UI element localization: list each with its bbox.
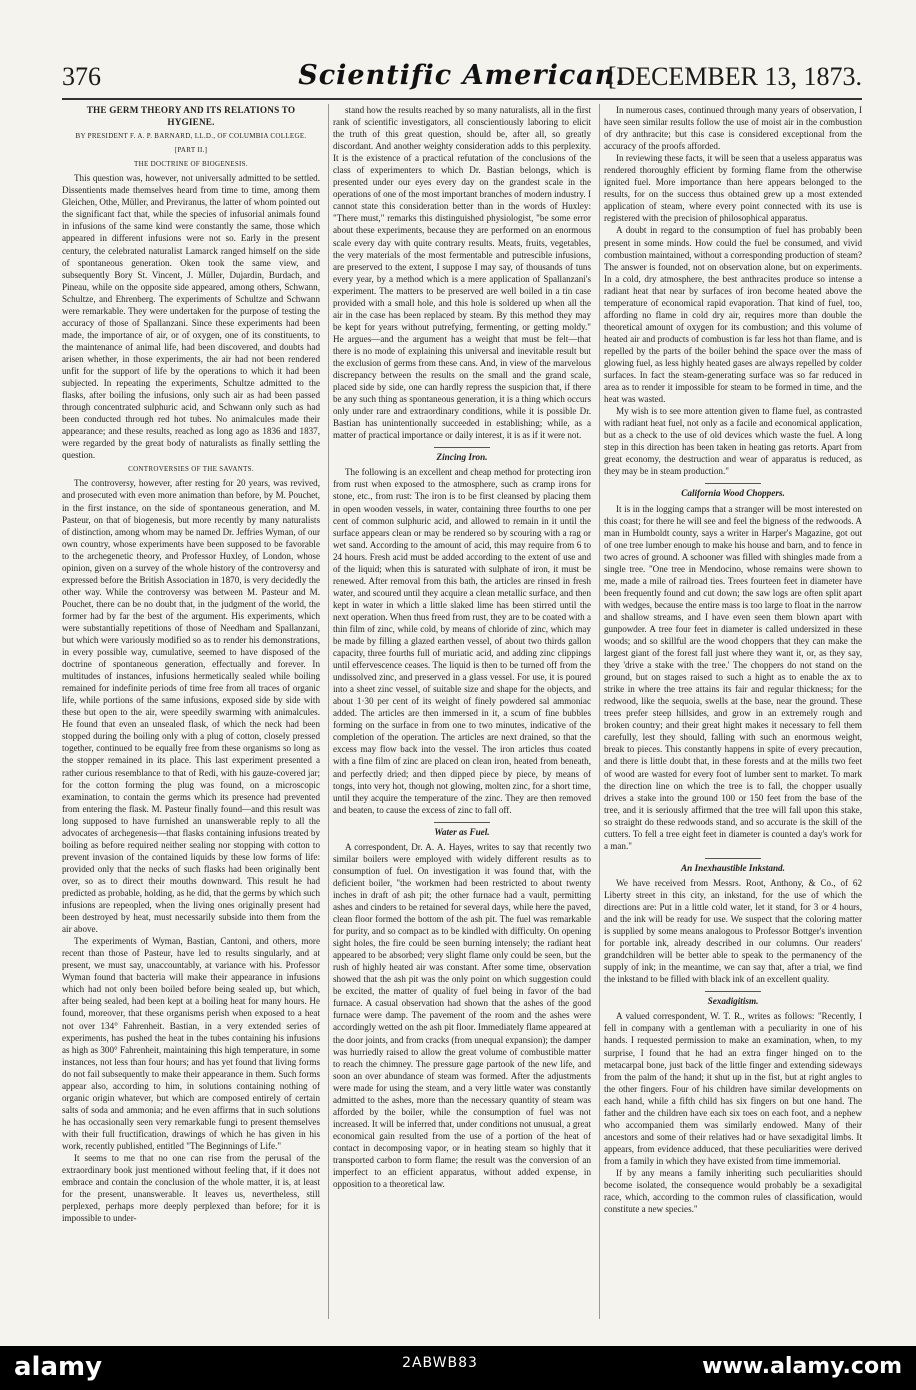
page-header (62, 62, 862, 96)
section-title-zincing-iron: Zincing Iron. (436, 452, 488, 463)
subhead-biogenesis: THE DOCTRINE OF BIOGENESIS. (134, 160, 248, 169)
header-rule (62, 98, 862, 100)
paragraph: It seems to me that no one can rise from the perusal of the extraordinary book just mentioned without feeling that, if it does not embrace and contain the conclusion of the whole matter, it is, at least for the present, unanswerable. It leaves us, nevertheless, still perplexed, perhaps more deeply perplexed than before; for it is impossible to under- (62, 1153, 320, 1224)
article-title: THE GERM THEORY AND ITS RELATIONS TO HYGIENE. (86, 105, 296, 128)
section-divider (434, 447, 490, 448)
article-part: [PART II.] (174, 146, 208, 155)
section-title-sexadigitism: Sexadigitism. (707, 996, 759, 1007)
column-1 (62, 104, 320, 1319)
paragraph: The following is an excellent and cheap method for protecting iron from rust when exposed to the atmosphere, such as cramp irons for stone, etc., from rust: The iron is to be first cleansed by placing them in open wooden vessels, in water, containing three fourths to one per cent of common sulphuric acid, and allowed to remain in it until the surface appears clean or may be rendered so by scouring with a rag or wet sand. According to the amount of acid, this may require from 6 to 24 hours. Fresh acid must be added according to the extent of use and of the liquid; when this is saturated with sulphate of iron, it must be renewed. After removal from this bath, the articles are rinsed in fresh water, and scoured until they acquire a clean metallic surface, and then kept in water in which a little slaked lime has been stirred until the next operation. When thus freed from rust, they are to be coated with a thin film of zinc, while cold, by means of chloride of zinc, which may be made by filling a glazed earthen vessel, of about two thirds gallon capacity, three fourths full of muriatic acid, and adding zinc clippings until effervescence ceases. The liquid is then to be turned off from the undissolved zinc, and preserved in a glass vessel. For use, it is poured into a sheet zinc vessel, of suitable size and shape for the objects, and about 1·30 per cent of its weight of finely powdered sal ammoniac added. The articles are then immersed in it, a scum of fine bubbles forming on the surface in from one to two minutes, indicative of the completion of the operation. The articles are next drained, so that the excess may flow back into the vessel. The iron articles thus coated with a fine film of zinc are placed on clean iron, heated from beneath, and perfectly dried; and then dipped piece by piece, by means of tongs, into very hot, though not glowing, molten zinc, for a short time, until they acquire the temperature of the zinc. They are then removed and beaten, to cause the excess of zinc to fall off. (333, 467, 591, 815)
paragraph: The controversy, however, after resting for 20 years, was revived, and prosecuted with even more animation than before, by M. Pouchet, in the first instance, on the side of spontaneous generation, and M. Pasteur, on that of biogenesis, but more recently by many naturalists of distinction, among whom may be named Dr. Jeffries Wyman, of our own country, whose experiments have been supposed to be favorable to the archegenetic theory, and Professor Huxley, of London, whose opinion, given on a survey of the whole history of the controversy and expressed before the British Association in 1870, is very decidedly the other way. While the controversy was between M. Pasteur and M. Pouchet, there can be no doubt that, in the judgment of the world, the former had by far the best of the argument. His experiments, which were substantially repetitions of those of Needham and Spallanzani, but which were variously modified so as to render his demonstrations, in every possible way, cumulative, seemed to have disposed of the doctrine of spontaneous generation, effectually and forever. In multitudes of instances, infusions hermetically sealed while boiling remained for indefinite periods of time free from all traces of organic life, while portions of the same infusions, exposed side by side with these but open to the air, were speedily swarming with animalcules. He found that even an unsealed flask, of which the neck had been stopped during the boiling only with a plug of cotton, closely pressed together, continued to be equally free from these organisms so long as the stopper remained in its place. This last experiment presented a rather curious resemblance to that of Redi, with his gauze-covered jar; for the cotton forming the plug was found, on a microscopic examination, to contain the germs which its presence had prevented from entering the flask. M. Pasteur finally found—and this result was long supposed to have furnished an unanswerable reply to all the advocates of archegenesis—that flasks containing infusions treated by boiling as before required neither sealing nor stopping with cotton to prevent invasion of the contained liquids by these low forms of life: provided only that the necks of such flasks had been originally bent over, so as to direct their mouths downward. This result he had predicted as probable, holding, as he did, that the germs by which such infusions are repeopled, when the living ones originally present had been destroyed by heat, must necessarily subside into them from the air above. (62, 478, 320, 935)
paragraph: If by any means a family inheriting such peculiarities should become isolated, the consequence would probably be a sexadigital race, which, according to the common rules of classification, would constitute a new species." (604, 1167, 862, 1215)
watermark-image-id: 2ABWB83 (402, 1355, 478, 1371)
page-number: 376 (62, 62, 101, 91)
watermark-url: www.alamy.com (702, 1354, 902, 1379)
section-divider (705, 991, 761, 992)
section-title-wood-choppers: California Wood Choppers. (681, 488, 785, 499)
paragraph: In reviewing these facts, it will be seen that a useless apparatus was rendered thoroughly efficient by forming flame from the otherwise ignited fuel. More importance than here appears belonged to the results, for on the success thus obtained grew up a most extended application of steam, where every point connected with its use is registered with the precision of philosophical apparatus. (604, 153, 862, 224)
paragraph: The experiments of Wyman, Bastian, Cantoni, and others, more recent than those of Pasteur, have led to results singularly, and at present, we must say, unaccountably, at variance with his. Professor Wyman found that bacteria will make their appearance in infusions which had not only been boiled before being sealed up, but which, after being sealed, had been kept at a boiling heat for many hours. He found, moreover, that these organisms perish when exposed to a heat not over 134° Fahrenheit. Bastian, in a very extended series of experiments, has pushed the heat in the tubes containing his infusions as high as 300° Fahrenheit, maintaining this high temperature, in some instances, not less than four hours; and has yet found that living forms do not fail subsequently to make their appearance in them. Such forms appear also, according to him, in solutions containing nothing of organic origin whatever, but which are composed entirely of certain salts of soda and ammonia; and he even affirms that in such solutions he has occasionally seen very remarkable fungi to present themselves with their full fructification, drawings of which he has given in his work, recently published, entitled "The Beginnings of Life." (62, 936, 320, 1151)
watermark-bar (0, 1346, 916, 1390)
watermark-brand: alamy (14, 1352, 103, 1382)
section-title-water-as-fuel: Water as Fuel. (434, 826, 490, 837)
paragraph: It is in the logging camps that a stranger will be most interested on this coast; for there he will see and feel the bigness of the redwoods. A man in Humboldt county, says a writer in Harper's Magazine, got out of one tree lumber enough to make his house and barn, and to fence in two acres of ground. A schooner was filled with shingles made from a single tree. "One tree in Mendocino, whose remains were shown to me, made a mile of railroad ties. Trees fourteen feet in diameter have been frequently found and cut down; the saw logs are often split apart with wedges, because the entire mass is too large to float in the narrow and shallow streams, and I have even seen them blown apart with gunpowder. A tree four feet in diameter is called undersized in these woods; and so skillful are the wood choppers that they can make the largest giant of the forest fall just where they want it, or, as they say, they 'drive a stake with the tree.' The choppers do not stand on the ground, but on stages raised to such a hight as to enable the ax to strike in where the tree attains its fair and regular thickness; for the redwood, like the sequoia, swells at the base, near the ground. These trees prefer steep hillsides, and grow in an extremely rough and broken country; and their great hight makes it necessary to fell them carefully, lest they should, falling with such an enormous weight, break to pieces. This constantly happens in spite of every precaution, and there is little doubt that, in these forests and at the mills two feet of wood are wasted for every foot of lumber sent to market. To mark the direction line on which the tree is to fall, the chopper usually drives a stake into the ground 100 or 150 feet from the base of the tree, and it is seriously affirmed that the tree will fall upon this stake, so straight do these redwoods stand, and so accurate is the skill of the cutters. To fell a tree eight feet in diameter is counted a day's work for a man." (604, 503, 862, 851)
paragraph: A correspondent, Dr. A. A. Hayes, writes to say that recently two similar boilers were employed with widely different results as to consumption of fuel. On investigation it was found that, with the deficient boiler, "the workmen had been restricted to about twenty inches in draft of ash pit; the other furnace had a vault, permitting ashes and cinders to be retained for several days, while here the paved, clean floor formed the bottom of the ash pit. The fuel was remarkable for purity, and so compact as to be kindled with difficulty. On opening sight holes, the fire could be seen burning intensely; the radiant heat appeared to be absorbed; very slight flame only could be seen, but the rush of highly heated air was constant. After some time, observation showed that the ash pit was the only point on which suggestion could be excited, the matter of quality of fuel being in favor of the bad furnace. A casual observation had shown that the ashes of the good furnace were damp. The pavement of the room and the ashes were accordingly wetted on the ash pit floor. Immediately flame appeared at the door joints, and from cracks (from unequal expansion); the damper was hurriedly raised to allow the great volume of combustible matter to reach the chimney. The pressure gage partook of the new life, and soon an over abundance of steam was formed. After the adjustments were made for using the steam, and a very little water was constantly admitted to the ashes, more than the necessary quantity of steam was afforded by the boiler, while the consumption of fuel was not increased. It will be inferred that, under conditions not unusual, a great economical gain resulted from the use of a portion of the heat of contact in decomposing vapor, or in heating steam so highly that it transported carbon to form flame; the result was the conversion of an imperfect to an efficient apparatus, without added expense, in opposition to a theoretical law. (333, 841, 591, 1190)
paragraph: A doubt in regard to the consumption of fuel has probably been present in some minds. How could the fuel be consumed, and vivid combustion maintained, without a corresponding production of steam? The answer is founded, not on observation alone, but on experiments. In a cold, dry atmosphere, the best anthracites produce so intense a radiant heat that near by surfaces of iron become heated above the temperature of economical rapid evaporation. That kind of fuel, too, affording no flame in cold dry air, requires more than double the theoretical amount of oxygen for its combustion; and this volume of heated air and products of combustion is far less hot than flame, and is repelled by the parts of the boiler behind the space over the mass of glowing fuel, as less highly heated gases are always repelled by colder surfaces. In fact the steam-generating surface was so far reduced in area as to render it impossible for steam to be formed in time, and the heat was wasted. (604, 225, 862, 405)
paragraph: In numerous cases, continued through many years of observation, I have seen similar results follow the use of moist air in the combustion of dry anthracite; but this case is considered exceptional from the accuracy of the proofs afforded. (604, 105, 862, 152)
paragraph: A valued correspondent, W. T. R., writes as follows: "Recently, I fell in company with a gentleman with a peculiarity in one of his hands. I requested permission to make an examination, when, to my surprise, I found that he had an extra finger hinged on to the metacarpal bone, just back of the little finger and extending sideways from the palm of the hand; it shut up in the fist, but at right angles to the other fingers. Four of his children have similar developments on each hand, while a fifth child has six fingers on but one hand. The father and the children have each six toes on each foot, and a nephew who accompanied them was similarly endowed. Many of their ancestors and some of their relatives had or have sexadigital limbs. It appears, from evidence adduced, that these peculiarities were derived from a family in which they have existed from time immemorial. (604, 1011, 862, 1166)
paragraph: My wish is to see more attention given to flame fuel, as contrasted with radiant heat fuel, not only as a facile and economical application, but as a check to the use of old devices which waste the fuel. A long step in this direction has been taken in heating gas retorts. Apart from great economy, the destruction and wear of apparatus is reduced, as they may be in steam production." (604, 406, 862, 477)
masthead-title: Scientific American. (298, 60, 626, 91)
section-divider (705, 483, 761, 484)
paragraph: This question was, however, not universally admitted to be settled. Dissentients made themselves heard from time to time, among them Gleichen, Othe, Müller, and Previranus, the latter of whom pointed out the significant fact that, while the species of infusorial animals found in infusions of the same kind were constantly the same, those which appeared in different infusions were not so. Early in the present century, the celebrated naturalist Lamarck ranged himself on the side of spontaneous generation. Oken took the same view, and subsequently Bory St. Vincent, J. Müller, Dujardin, Burdach, and Pineau, while on the opposite side appeared, among others, Schwann, Schultze, and Ehrenberg. The experiments of Schultze and Schwann were remarkable. They were undertaken for the purpose of testing the accuracy of those of Spallanzani. Since these experiments had been made, the importance of air, or of oxygen, one of its constituents, to the maintenance of animal life, had been discovered, and doubts had arisen whether, in those experiments, the air had not been rendered unfit for the support of life by the operations to which it had been subjected. In repeating the experiments, Schultze admitted to the flasks, after boiling the infusions, only such air as had been passed through concentrated sulphuric acid, and Schwann only such as had been conducted through red hot tubes. No animalcules made their appearance; and these results, reached as long ago as 1836 and 1837, were regarded by the great body of naturalists as finally settling the question. (62, 173, 320, 461)
article-columns (62, 104, 862, 1319)
issue-date: [DECEMBER 13, 1873. (607, 62, 862, 91)
section-divider (705, 858, 761, 859)
paragraph: stand how the results reached by so many naturalists, all in the first rank of scientific investigators, all conscientiously laboring to elicit the truth of this great question, should be, after all, so greatly discordant. And another weighty consideration adds to this perplexity. It is the existence of a practical refutation of the conclusions of the class of experimenters to which Dr. Bastian belongs, which is presented under our eyes every day on the grandest scale in the operations of one of the most important branches of modern industry. I cannot state this consideration better than in the words of Huxley: "There must," remarks this distinguished physiologist, "be some error about these experiments, because they are performed on an enormous scale every day with quite contrary results. Meats, fruits, vegetables, the very materials of the most fermentable and putrescible infusions, are preserved to the extent, I suppose I may say, of thousands of tuns every year, by a method which is a mere application of Spallanzani's experiment. The matters to be preserved are well boiled in a tin case provided with a small hole, and this hole is soldered up when all the air in the case has been replaced by steam. By this method they may be kept for years without putrefying, fermenting, or getting moldy." He argues—and the argument has a weight that must be felt—that there is no mode of explaining this universal and inevitable result but the exclusion of germs from these cans. And, in view of the marvelous discrepancy between the results on the small and the grand scale, placed side by side, one can hardly repress the suspicion that, if there be any such thing as spontaneous generation, it is a thing which occurs only under rare and extraordinary conditions, while it is possible Dr. Bastian has unintentionally succeeded in establishing; while, as a matter of practical importance or daily interest, it is as if it were not. (333, 105, 591, 441)
section-title-inkstand: An Inexhaustible Inkstand. (681, 862, 785, 873)
article-byline: BY PRESIDENT F. A. P. BARNARD, LL.D., OF COLUMBIA COLLEGE. (75, 132, 307, 141)
section-divider (434, 822, 490, 823)
subhead-controversies: CONTROVERSIES OF THE SAVANTS. (128, 465, 254, 474)
paragraph: We have received from Messrs. Root, Anthony, & Co., of 62 Liberty street in this city, an inkstand, for the use of which the directions are: Put in a little cold water, let it stand, for 3 or 4 hours, and the ink will be ready for use. We suspect that the coloring matter is supplied by some means analogous to Professor Bottger's invention for portable ink, already described in our columns. Our readers' grandchildren will be better able to speak to the permanency of the supply of ink; in the meantime, we can say that, after a trial, we find the inkstand to be filled with black ink of an excellent quality. (604, 877, 862, 985)
column-2 (328, 104, 591, 1319)
column-3 (599, 104, 862, 1319)
